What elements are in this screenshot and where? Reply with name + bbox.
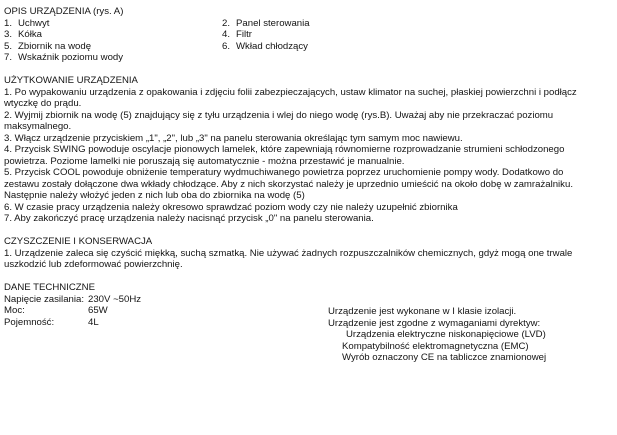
- cleaning-line: 1. Urządzenie zaleca się czyścić miękką, suchą szmatką. Nie używać żadnych rozpuszczalników chemicznych, gdyż mogą one trwale: [4, 247, 573, 259]
- usage-line: powietrza. Poziome lamelki nie poruszają się automatycznie - można przestawić je manualnie.: [4, 155, 405, 167]
- usage-line: Następnie należy włożyć jeden z nich lub oba do zbiornika na wodę (5): [4, 190, 305, 201]
- usage-line: 7. Aby zakończyć pracę urządzenia należy nacisnąć przycisk „0" na panelu sterowania.: [4, 213, 374, 224]
- spec-value: 65W: [88, 305, 108, 316]
- usage-instructions: [4, 87, 613, 225]
- spec-label: Moc:: [4, 305, 25, 316]
- insulation-class-text: Urządzenie jest wykonane w I klasie izolacji.: [328, 306, 517, 317]
- ce-marking-text: Wyrób oznaczony CE na tabliczce znamionowej: [342, 352, 547, 363]
- compliance-block: [328, 306, 546, 364]
- usage-line: 3. Włącz urządzenie przyciskiem „1", „2", lub „3" na panelu sterowania określając tym samym moc nawiewu.: [4, 132, 463, 144]
- usage-line: maksymalnego.: [4, 121, 72, 132]
- cleaning-heading: CZYSZCZENIE I KONSERWACJA: [4, 236, 153, 247]
- technical-heading: DANE TECHNICZNE: [4, 282, 95, 293]
- part-item: 4. Filtr: [222, 29, 252, 40]
- spacer: [4, 271, 613, 283]
- emc-directive: Kompatybilność elektromagnetyczna (EMC): [342, 340, 529, 352]
- usage-line: 5. Przycisk COOL powoduje obniżenie temperatury wydmuchiwanego powietrza poprzez uruchomienie pompy wody. Dodatkowo do: [4, 167, 564, 178]
- usage-line: 1. Po wypakowaniu urządzenia z opakowania i zdjęciu folii zabezpieczających, ustaw klimator na suchej, płaskiej powierzchni i podłącz: [4, 86, 577, 98]
- spacer: [4, 64, 613, 76]
- usage-line: 2. Wyjmij zbiornik na wodę (5) znajdujący się z tyłu urządzenia i wlej do niego wodę (rys.B). Uważaj aby nie przekraczać poziomu: [4, 109, 554, 121]
- bottom-section: [4, 282, 613, 374]
- spec-value: 230V ~50Hz: [88, 293, 142, 305]
- part-item: 3. Kółka: [4, 29, 42, 40]
- spec-label: Pojemność:: [4, 316, 55, 328]
- part-item: 6. Wkład chłodzący: [222, 40, 308, 52]
- description-heading: OPIS URZĄDZENIA (rys. A): [4, 6, 124, 17]
- directives-text: Urządzenie jest zgodne z wymaganiami dyrektyw:: [328, 317, 541, 329]
- part-item: 5. Zbiornik na wodę: [4, 40, 92, 52]
- spec-label: Napięcie zasilania:: [4, 293, 84, 305]
- part-item: 2. Panel sterowania: [222, 17, 310, 29]
- cleaning-line: uszkodzić lub zdeformować powierzchnię.: [4, 259, 183, 270]
- usage-heading: UŻYTKOWANIE URZĄDZENIA: [4, 75, 138, 86]
- part-item: 7. Wskaźnik poziomu wody: [4, 52, 124, 63]
- lvd-directive: Urządzenia elektryczne niskonapięciowe (LVD): [346, 329, 546, 340]
- usage-line: 4. Przycisk SWING powoduje oscylacje pionowych lamelek, które zapewniają równomierne rozprowadzanie strumieni schłodzonego: [4, 144, 565, 155]
- parts-list: [4, 18, 613, 64]
- usage-line: wtyczkę do prądu.: [4, 98, 82, 109]
- part-item: 1. Uchwyt: [4, 17, 50, 29]
- manual-page: [4, 6, 613, 374]
- spacer: [4, 225, 613, 237]
- spec-value: 4L: [88, 316, 99, 328]
- usage-line: 6. W czasie pracy urządzenia należy okresowo sprawdzać poziom wody czy nie należy uzupełnić zbiornika: [4, 201, 458, 213]
- cleaning-instructions: [4, 248, 613, 271]
- usage-line: zestawu zostały dołączone dwa wkłady chłodzące. Aby z nich skorzystać należy je uprzednio umieścić na około dobę w zamrażalniku.: [4, 178, 573, 190]
